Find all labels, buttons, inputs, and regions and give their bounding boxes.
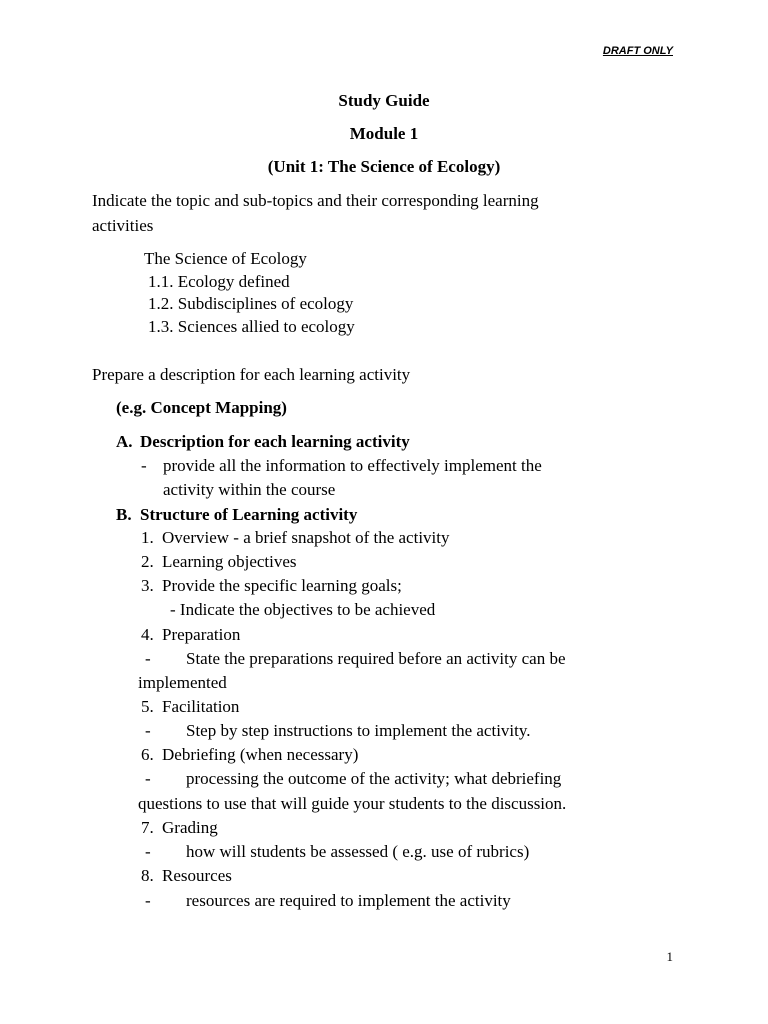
list-item-number: 2. <box>141 552 154 571</box>
dash-marker: - <box>145 842 151 861</box>
prepare-line: Prepare a description for each learning activity <box>92 365 411 384</box>
list-item-number: 1. <box>141 528 154 547</box>
sub-item-text-continued: questions to use that will guide your students to the discussion. <box>138 794 567 813</box>
section-b-heading: Structure of Learning activity <box>140 505 358 524</box>
title-unit: (Unit 1: The Science of Ecology) <box>267 157 501 176</box>
list-item-number: 8. <box>141 866 154 885</box>
list-item-text: Facilitation <box>162 697 240 716</box>
list-item-text: Overview - a brief snapshot of the activity <box>162 528 450 547</box>
list-item-number: 6. <box>141 745 154 764</box>
list-item-number: 3. <box>141 576 154 595</box>
list-item-text: Learning objectives <box>162 552 297 571</box>
sub-item-text-continued: implemented <box>138 673 227 692</box>
list-item-text: Debriefing (when necessary) <box>162 745 359 764</box>
dash-marker: - <box>145 769 151 788</box>
page-number: 1 <box>666 949 673 964</box>
section-a-text-line-2: activity within the course <box>163 480 336 499</box>
list-item-number: 7. <box>141 818 154 837</box>
dash-marker: - <box>141 456 147 475</box>
section-b-marker: B. <box>116 505 132 524</box>
list-item-number: 4. <box>141 625 154 644</box>
title-module: Module 1 <box>349 124 419 143</box>
list-item-text: Grading <box>162 818 218 837</box>
sub-item-text: how will students be assessed ( e.g. use of rubrics) <box>186 842 530 861</box>
topic-heading: The Science of Ecology <box>144 249 307 268</box>
topic-item: 1.2. Subdisciplines of ecology <box>148 294 354 313</box>
section-a-text-line-1: provide all the information to effectively implement the <box>163 456 542 475</box>
title-study-guide: Study Guide <box>338 91 430 110</box>
intro-line-1: Indicate the topic and sub-topics and their corresponding learning <box>92 191 539 210</box>
sub-item-text: Step by step instructions to implement the activity. <box>186 721 531 740</box>
dash-marker: - <box>145 649 151 668</box>
draft-label: DRAFT ONLY <box>602 45 673 57</box>
section-a-heading: Description for each learning activity <box>140 432 410 451</box>
sub-item-text: - Indicate the objectives to be achieved <box>170 600 436 619</box>
list-item-text: Preparation <box>162 625 241 644</box>
section-a-marker: A. <box>116 432 133 451</box>
list-item-text: Resources <box>162 866 232 885</box>
topic-item: 1.3. Sciences allied to ecology <box>148 317 355 336</box>
dash-marker: - <box>145 721 151 740</box>
dash-marker: - <box>145 891 151 910</box>
sub-item-text: resources are required to implement the activity <box>186 891 511 910</box>
list-item-number: 5. <box>141 697 154 716</box>
topic-item: 1.1. Ecology defined <box>148 272 290 291</box>
list-item-text: Provide the specific learning goals; <box>162 576 402 595</box>
example-note: (e.g. Concept Mapping) <box>116 398 287 417</box>
intro-line-2: activities <box>92 216 154 235</box>
sub-item-text: processing the outcome of the activity; what debriefing <box>186 769 562 788</box>
sub-item-text: State the preparations required before an activity can be <box>186 649 566 668</box>
